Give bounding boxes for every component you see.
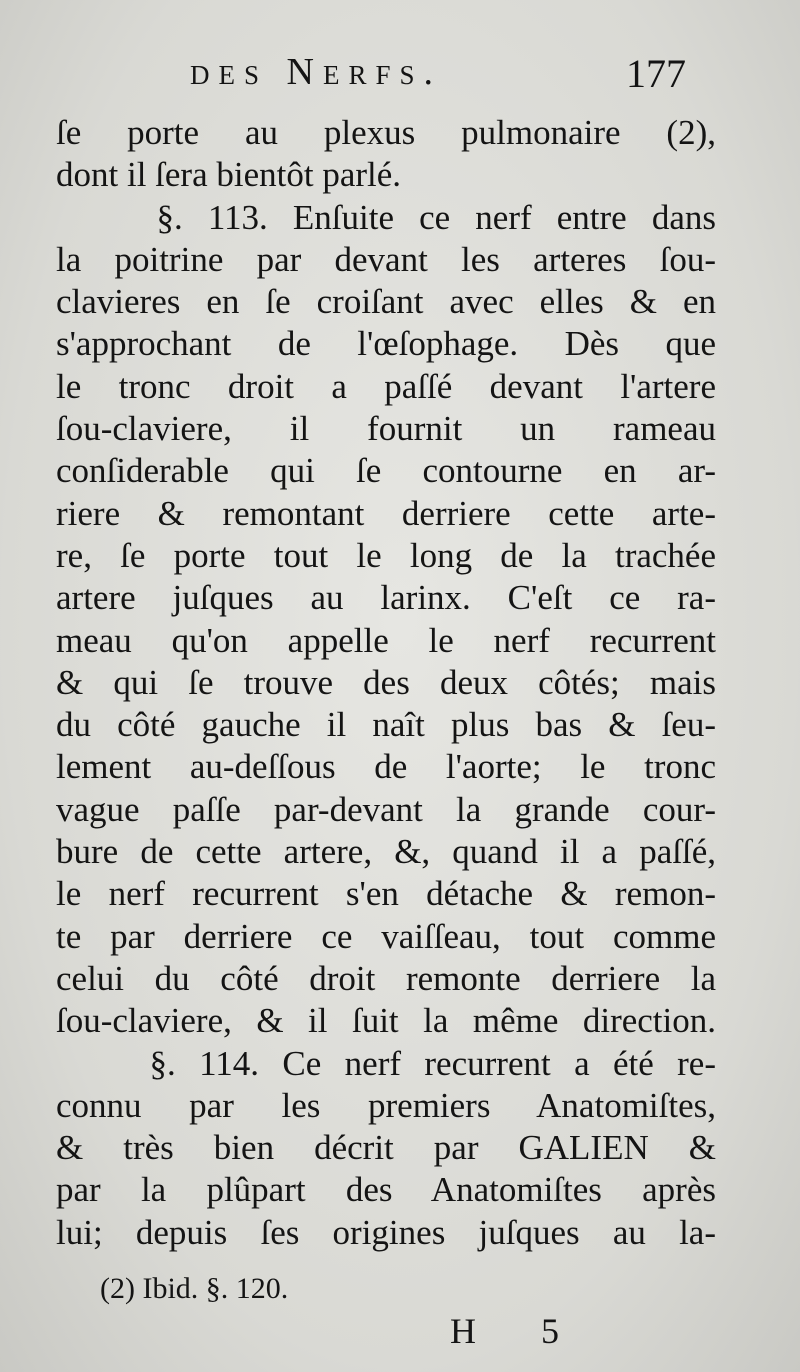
text-line: clavieres en ſe croiſant avec elles & en [56,282,716,322]
text-line: & très bien décrit par GALIEN & [56,1128,716,1168]
text-line: meau qu'on appelle le nerf recurrent [56,620,716,660]
page-header [0,50,800,100]
text-line: dont il ſera bientôt parlé. [56,155,402,195]
text-line: vague paſſe par-devant la grande cour- [56,789,716,829]
text-line: artere juſques au larinx. C'eſt ce ra- [56,578,716,618]
footnote: (2) Ibid. §. 120. [100,1272,289,1305]
running-title: des Nerfs. [190,51,442,93]
text-line: s'approchant de l'œſophage. Dès que [56,324,716,364]
text-line: lement au-deſſous de l'aorte; le tronc [56,747,716,787]
text-line: connu par les premiers Anatomiſtes, [56,1085,716,1125]
text-line: celui du côté droit remonte derriere la [56,958,716,998]
text-line: §. 114. Ce nerf recurrent a été re- [56,1043,716,1083]
page-number: 177 [626,51,686,96]
signature-mark: H 5 [450,1311,587,1351]
text-line: §. 113. Enſuite ce nerf entre dans [56,197,716,237]
text-line: du côté gauche il naît plus bas & ſeu- [56,705,716,745]
text-line: & qui ſe trouve des deux côtés; mais [56,662,716,702]
text-line: ſou-claviere, & il ſuit la même direction. [56,1001,716,1041]
text-line: riere & remontant derriere cette arte- [56,493,716,533]
body-text [56,112,716,1254]
text-line: le tronc droit a paſſé devant l'artere [56,366,716,406]
text-line: par la plûpart des Anatomiſtes après [56,1170,716,1210]
text-line: la poitrine par devant les arteres ſou- [56,239,716,279]
text-line: le nerf recurrent s'en détache & remon- [56,874,716,914]
text-line: re, ſe porte tout le long de la trachée [56,535,716,575]
text-line: lui; depuis ſes origines juſques au la- [56,1212,716,1252]
text-line: te par derriere ce vaiſſeau, tout comme [56,916,716,956]
text-line: ſe porte au plexus pulmonaire (2), [56,113,716,152]
text-line: conſiderable qui ſe contourne en ar- [56,451,716,491]
text-line: ſou-claviere, il fournit un rameau [56,409,716,449]
text-line: bure de cette artere, &, quand il a paſſé, [56,832,716,872]
